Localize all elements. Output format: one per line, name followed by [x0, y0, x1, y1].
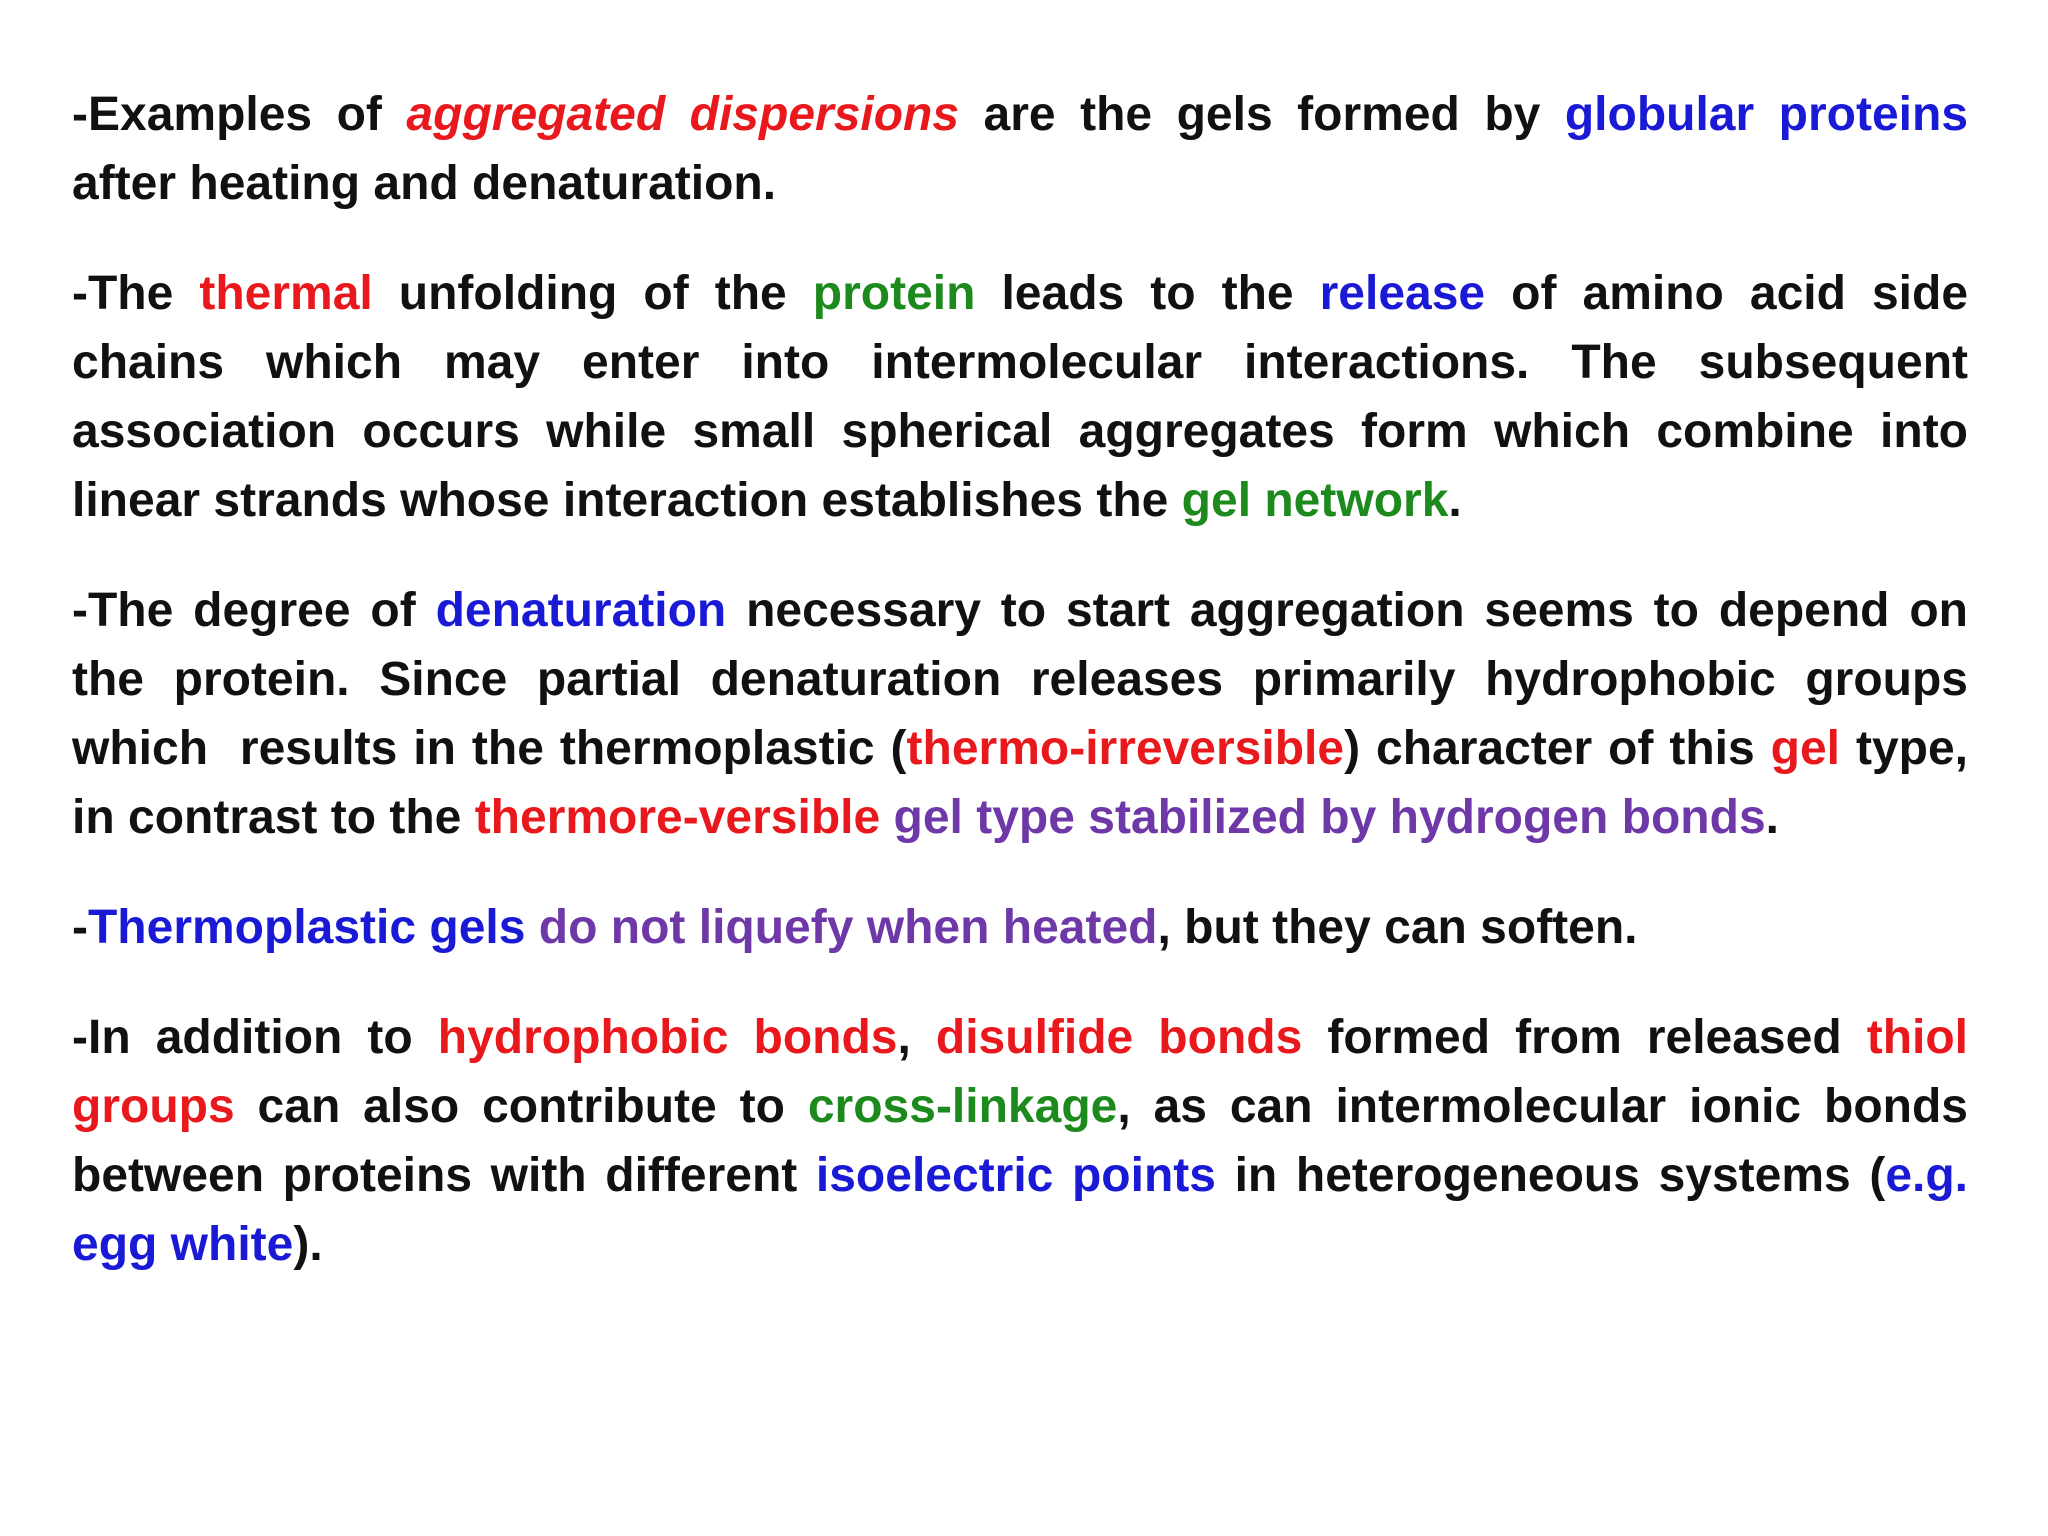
text-segment: formed from released [1302, 1011, 1867, 1064]
paragraph-thermal-unfolding [72, 259, 1982, 535]
text-segment: , but they can soften. [1157, 901, 1638, 954]
paragraph-degree-of-denaturation [72, 576, 1982, 852]
text-segment: gel type stabilized by hydrogen bonds [880, 791, 1766, 844]
text-segment: ). [293, 1218, 323, 1271]
text-segment: of amino acid side chains which may enter into intermolecular interactions. The subsequent association occurs while small spherical aggregates form which combine into linear strands whose interaction establishes the [72, 267, 1982, 527]
text-segment: -In addition to [72, 1011, 438, 1064]
text-segment: gel [1770, 722, 1841, 775]
text-segment: . [1448, 474, 1462, 527]
text-segment: e.g. egg white [72, 1149, 1982, 1271]
text-segment: do not liquefy when heated [525, 901, 1158, 954]
text-segment: gel network [1181, 474, 1449, 527]
text-segment: are the gels formed by [959, 88, 1565, 141]
text-segment: isoelectric points [815, 1149, 1216, 1202]
text-segment: after heating and denaturation. [72, 88, 1982, 210]
text-segment: disulfide bonds [935, 1011, 1303, 1064]
text-segment: type, in contrast to the [72, 722, 1982, 844]
text-segment: denaturation [435, 584, 727, 637]
text-segment: -The degree of [72, 584, 436, 637]
text-segment: thiol groups [72, 1011, 1982, 1133]
paragraph-aggregated-dispersions [72, 80, 1982, 218]
text-segment: thermo-irreversible [906, 722, 1345, 775]
text-segment: can also contribute to [234, 1080, 808, 1133]
text-segment: protein [812, 267, 976, 320]
text-segment: leads to the [975, 267, 1320, 320]
text-segment: necessary to start aggregation seems to depend on the protein. Since partial denaturation releases primarily hydrophobic groups which results in the thermoplastic ( [72, 584, 1982, 775]
text-segment: thermore-versible [474, 791, 881, 844]
text-segment: . [1765, 791, 1779, 844]
text-segment: aggregated dispersions [406, 88, 960, 141]
text-segment: -The [72, 267, 200, 320]
text-segment: cross-linkage [807, 1080, 1118, 1133]
text-segment: thermal [199, 267, 373, 320]
text-segment: -Examples of [72, 88, 407, 141]
text-segment: globular proteins [1564, 88, 1969, 141]
paragraph-cross-linkage [72, 1003, 1982, 1279]
text-segment: ) character of this [1344, 722, 1771, 775]
text-segment: , as can intermolecular ionic bonds between proteins with different [72, 1080, 1982, 1202]
paragraph-thermoplastic-gels [72, 893, 1968, 962]
text-segment: in heterogeneous systems ( [1215, 1149, 1886, 1202]
text-segment: release [1319, 267, 1486, 320]
text-segment: , [897, 1011, 936, 1064]
text-segment: unfolding of the [372, 267, 813, 320]
text-segment: Thermoplastic gels [87, 901, 526, 954]
slide-body [72, 80, 1982, 1320]
text-segment: hydrophobic bonds [437, 1011, 898, 1064]
text-segment: - [72, 901, 88, 954]
